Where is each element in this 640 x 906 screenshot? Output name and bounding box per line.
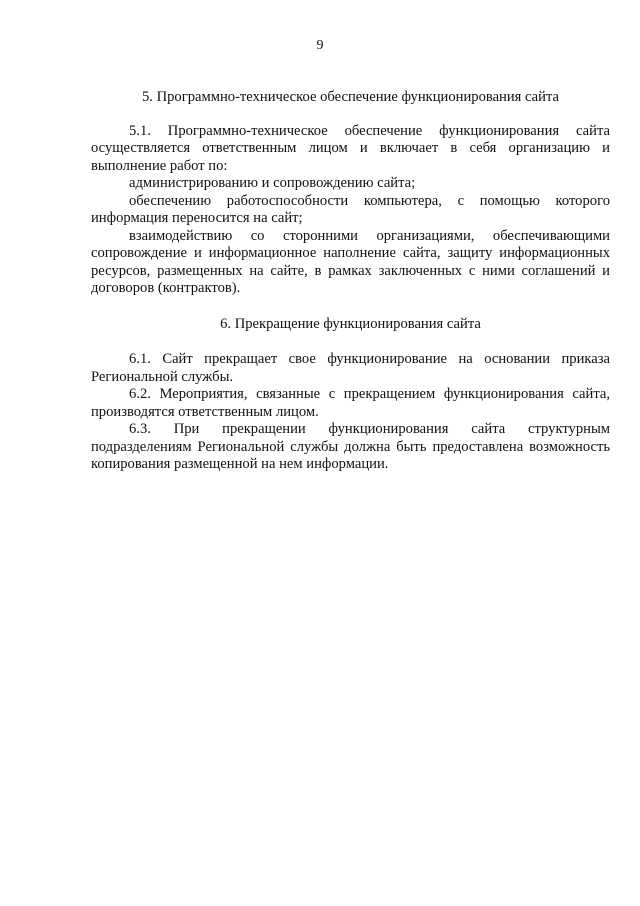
section-5-heading: 5. Программно-техническое обеспечение функционирования сайта — [142, 89, 559, 105]
paragraph-6-3: 6.3. При прекращении функционирования сайта структурным подразделениям Региональной службы должна быть предоставлена возможность копирования размещенной на нем информации. — [91, 421, 610, 472]
paragraph-6-1: 6.1. Сайт прекращает свое функционирование на основании приказа Региональной службы. — [91, 351, 610, 385]
document-body — [91, 89, 610, 474]
list-item-computer-support: обеспечению работоспособности компьютера, с помощью которого информация переносится на сайт; — [91, 192, 610, 226]
list-item-administration: администрированию и сопровождению сайта; — [129, 175, 416, 191]
page-number: 9 — [316, 38, 324, 53]
paragraph-5-1: 5.1. Программно-техническое обеспечение функционирования сайта осуществляется ответственным лицом и включает в себя организацию и выполнение работ по: — [91, 122, 610, 174]
paragraph-6-2: 6.2. Мероприятия, связанные с прекращением функционирования сайта, производятся ответственным лицом. — [91, 386, 610, 420]
list-item-third-party-interaction: взаимодействию со сторонними организациями, обеспечивающими сопровождение и информационное наполнение сайта, защиту информационных ресурсов, размещенных на сайте, в рамках заключенных с ними соглашений и договоров (контрактов). — [91, 227, 610, 296]
section-6-heading: 6. Прекращение функционирования сайта — [220, 315, 481, 332]
